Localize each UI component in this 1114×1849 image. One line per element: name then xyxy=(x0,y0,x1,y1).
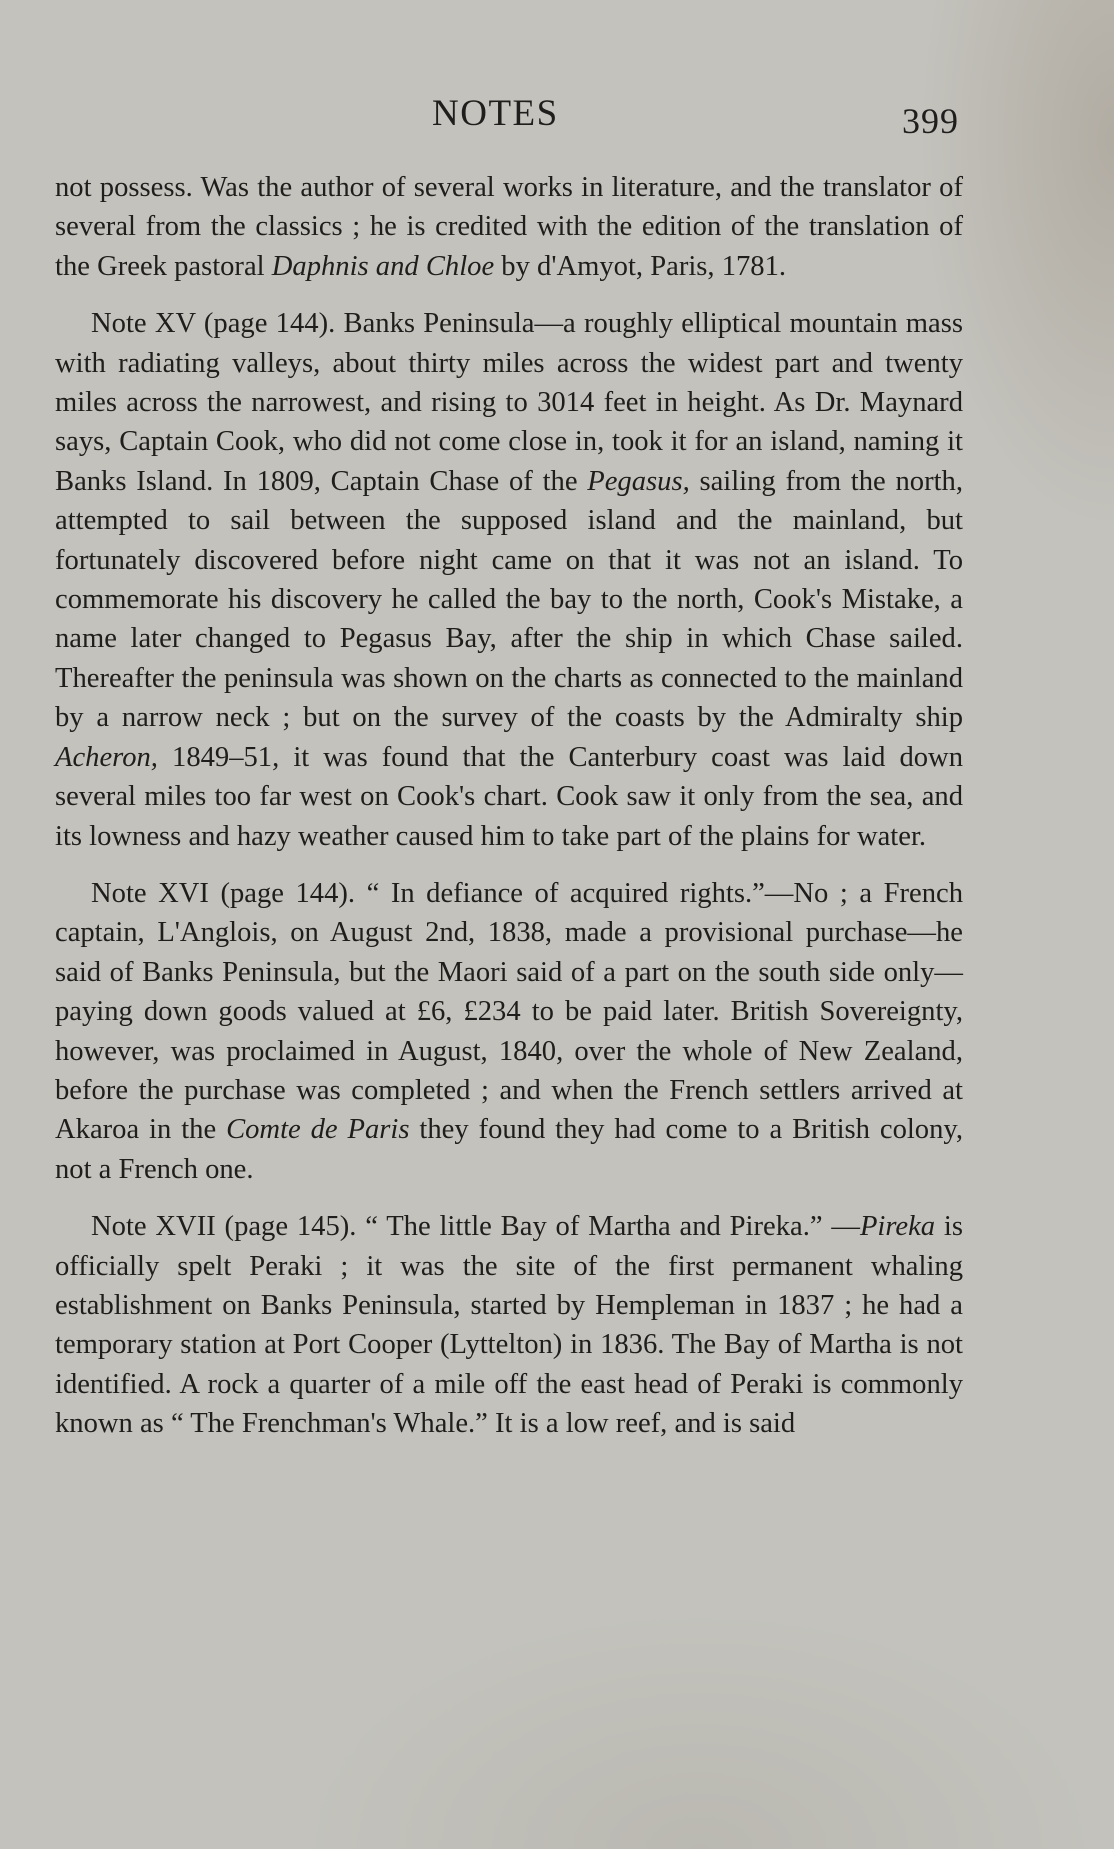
running-head xyxy=(0,92,1114,142)
text-run: Note XVI (page 144). “ In defiance of acquired rights.”—No ; a French captain, L'Anglois, on August 2nd, 1838, made a provisional purchase—he said of Banks Peninsula, but the Maori said of a part on the south side only—paying down goods valued at £6, £234 to be paid later. British Sovereignty, however, was proclaimed in August, 1840, over the whole of New Zealand, before the purchase was completed ; and when the French settlers arrived at Akaroa in the xyxy=(55,877,963,1146)
text-run: is officially spelt Peraki ; it was the site of the first permanent whaling establishment on Banks Peninsula, started by Hempleman in 1837 ; he had a temporary station at Port Cooper (Lyttelton) in 1836. The Bay of Martha is not identified. A rock a quarter of a mile off the east head of Peraki is commonly known as “ The Frenchman's Whale.” It is a low reef, and is said xyxy=(55,1211,963,1440)
text-run: Note XVII (page 145). “ The little Bay of Martha and Pireka.” — xyxy=(91,1211,860,1243)
text-run: 1849–51, it was found that the Canterbury coast was laid down several miles too far west on Cook's chart. Cook saw it only from the sea, and its lowness and hazy weather caused him to take part of the plains for water. xyxy=(55,741,963,852)
text-run-italic: Pegasus, xyxy=(587,465,690,497)
text-run: sailing from the north, attempted to sail between the supposed island and the mainland, but fortunately discovered before night came on that it was not an island. To commemorate his discovery he called the bay to the north, Cook's Mistake, a name later changed to Pegasus Bay, after the ship in which Chase sailed. Thereafter the peninsula was shown on the charts as connected to the mainland by a narrow neck ; but on the survey of the coasts by the Admiralty ship xyxy=(55,465,963,734)
text-run-italic: Comte de Paris xyxy=(226,1114,410,1146)
paragraph-note-xvi xyxy=(55,874,963,1189)
paragraph-note-xv xyxy=(55,304,963,856)
running-head-title: NOTES xyxy=(432,93,559,134)
text-run: not possess. Was the author of several works in literature, and the translator of several from the classics ; he is credited with the edition of the translation of the Greek pastoral xyxy=(55,172,963,282)
text-run: they found they had come to a British colony, not a French one. xyxy=(55,1114,963,1185)
text-run-italic: Daphnis and Chloe xyxy=(271,250,495,282)
text-run: by d'Amyot, Paris, 1781. xyxy=(494,250,787,282)
text-run-italic: Pireka xyxy=(859,1211,936,1243)
text-run: Note XV (page 144). Banks Peninsula—a roughly elliptical mountain mass with radiating valleys, about thirty miles across the widest part and twenty miles across the narrowest, and rising to 3014 feet in height. As Dr. Maynard says, Captain Cook, who did not come close in, took it for an island, naming it Banks Island. In 1809, Captain Chase of the xyxy=(55,308,963,497)
paragraph-note-xvii xyxy=(55,1207,963,1443)
paragraph-continuation xyxy=(55,168,963,286)
text-run-italic: Acheron, xyxy=(55,741,158,773)
page-number: 399 xyxy=(902,101,959,141)
body-text xyxy=(55,168,963,1462)
